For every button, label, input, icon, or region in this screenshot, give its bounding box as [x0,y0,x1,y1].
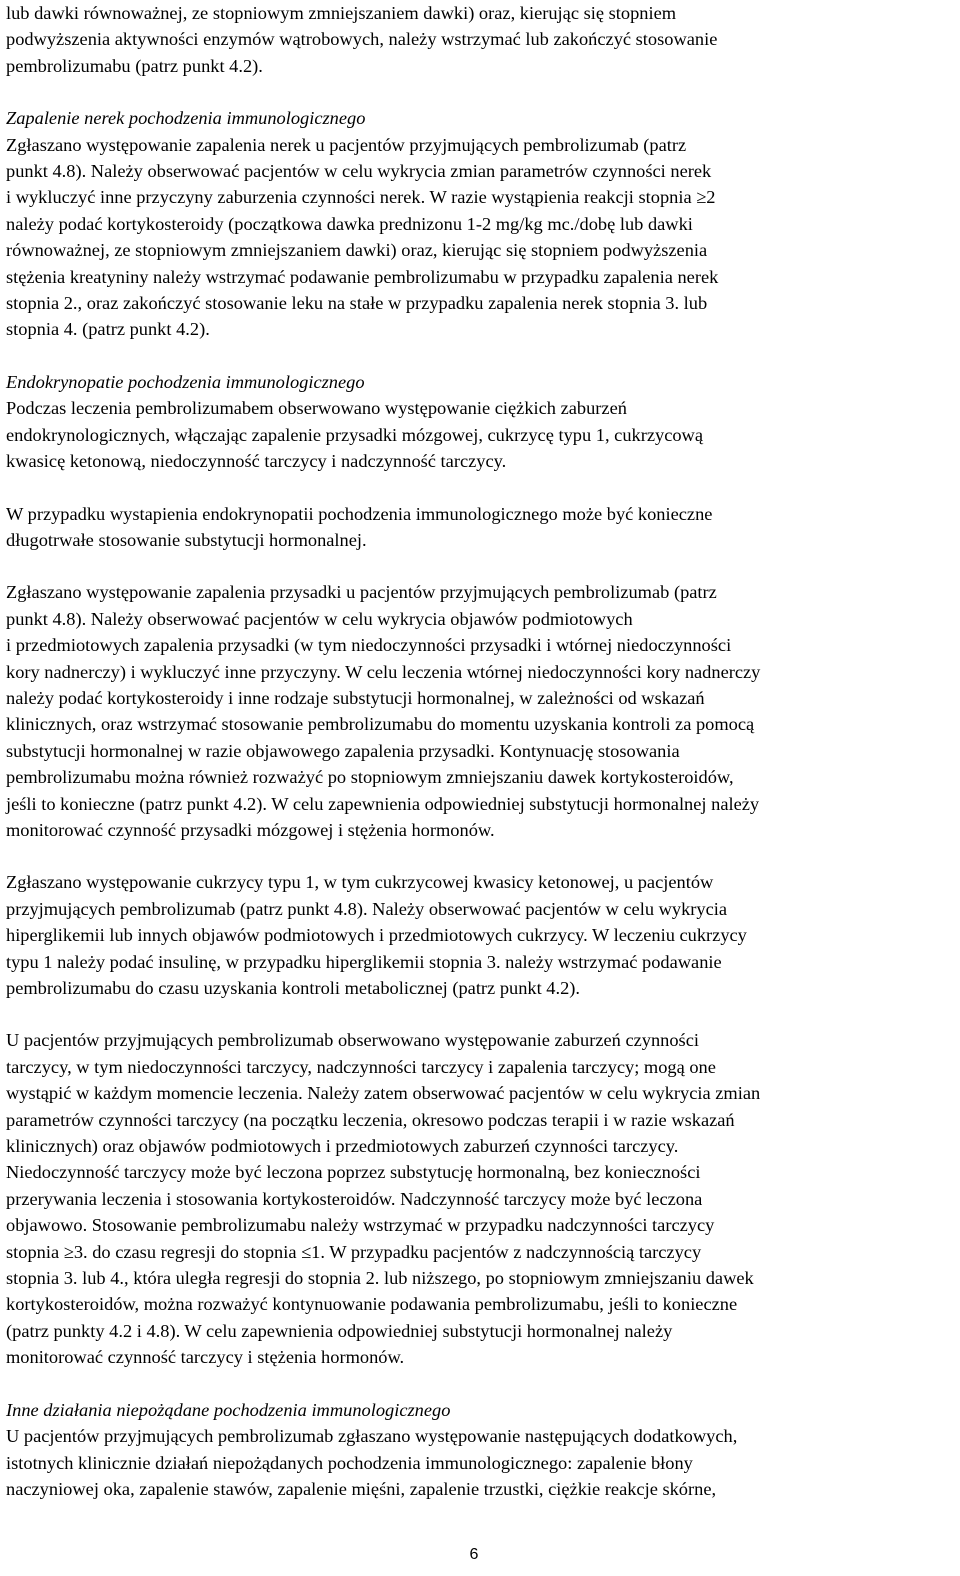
text-line: U pacjentów przyjmujących pembrolizumab zgłaszano występowanie następujących dodatkowych, [6,1426,738,1447]
text-line: substytucji hormonalnej w razie objawowego zapalenia przysadki. Kontynuację stosowania [6,740,680,761]
text-line: pembrolizumabu do czasu uzyskania kontroli metabolicznej (patrz punkt 4.2). [6,978,581,998]
section-heading: Zapalenie nerek pochodzenia immunologicznego [6,108,366,129]
hypophysitis-paragraph [6,579,956,843]
other-reactions-section [6,1397,956,1503]
text-line: pembrolizumabu można również rozważyć po stopniowym zmniejszaniu dawek kortykosteroidów, [6,767,734,788]
hormone-therapy-paragraph [6,501,956,554]
text-line: klinicznych) oraz objawów podmiotowych i przedmiotowych zaburzeń czynności tarczycy. [6,1136,679,1157]
text-line: i wykluczyć inne przyczyny zaburzenia czynności nerek. W razie wystąpienia reakcji stopnia ≥2 [6,187,716,208]
text-line: stopnia 4. (patrz punkt 4.2). [6,319,210,340]
text-line: punkt 4.8). Należy obserwować pacjentów w celu wykrycia zmian parametrów czynności nerek [6,161,712,182]
text-line: równoważnej, ze stopniowym zmniejszaniem dawki) oraz, kierując się stopniem podwyższenia [6,240,708,261]
text-line: kory nadnerczy) i wykluczyć inne przyczyny. W celu leczenia wtórnej niedoczynności kory nadnerczy [6,661,761,682]
text-line: kortykosteroidów, można rozważyć kontynuowanie podawania pembrolizumabu, jeśli to konieczne [6,1294,738,1315]
text-line: kwasicę ketonową, niedoczynność tarczycy i nadczynność tarczycy. [6,451,507,472]
text-line: przyjmujących pembrolizumab (patrz punkt 4.8). Należy obserwować pacjentów w celu wykrycia [6,898,728,919]
text-line: (patrz punkty 4.2 i 4.8). W celu zapewnienia odpowiedniej substytucji hormonalnej należy [6,1320,673,1341]
text-line: U pacjentów przyjmujących pembrolizumab obserwowano występowanie zaburzeń czynności [6,1030,699,1051]
text-line: stopnia 3. lub 4., która uległa regresji do stopnia 2. lub niższego, po stopniowym zmniejszaniu dawek [6,1268,754,1289]
text-line: klinicznych, oraz wstrzymać stosowanie pembrolizumabu do momentu uzyskania kontroli za pomocą [6,714,755,735]
section-heading: Inne działania niepożądane pochodzenia immunologicznego [6,1399,451,1420]
text-line: naczyniowej oka, zapalenie stawów, zapalenie mięśni, zapalenie trzustki, ciężkie reakcje skórne, [6,1478,717,1499]
document-page [6,0,956,1502]
endocrinopathies-section [6,369,956,475]
text-line: tarczycy, w tym niedoczynności tarczycy, nadczynności tarczycy i zapalenia tarczycy; mogą one [6,1056,716,1077]
text-line: monitorować czynność tarczycy i stężenia hormonów. [6,1347,405,1368]
text-line: lub dawki równoważnej, ze stopniowym zmniejszaniem dawki) oraz, kierując się stopniem [6,3,677,23]
text-line: Zgłaszano występowanie zapalenia przysadki u pacjentów przyjmujących pembrolizumab (patrz [6,582,717,603]
text-line: parametrów czynności tarczycy (na początku leczenia, okresowo podczas terapii i w razie wskazań [6,1109,735,1130]
text-line: wystąpić w każdym momencie leczenia. Należy zatem obserwować pacjentów w celu wykrycia zmian [6,1083,761,1104]
text-line: punkt 4.8). Należy obserwować pacjentów w celu wykrycia objawów podmiotowych [6,608,633,629]
text-line: stężenia kreatyniny należy wstrzymać podawanie pembrolizumabu w przypadku zapalenia nerek [6,266,719,287]
text-line: Niedoczynność tarczycy może być leczona poprzez substytucję hormonalną, bez konieczności [6,1162,701,1183]
text-line: W przypadku wystapienia endokrynopatii pochodzenia immunologicznego może być konieczne [6,503,713,524]
text-line: monitorować czynność przysadki mózgowej i stężenia hormonów. [6,819,495,840]
section-heading: Endokrynopatie pochodzenia immunologicznego [6,371,365,392]
text-line: stopnia ≥3. do czasu regresji do stopnia ≤1. W przypadku pacjentów z nadczynnością tarczycy [6,1241,702,1262]
diabetes-paragraph [6,869,956,1001]
text-line: i przedmiotowych zapalenia przysadki (w tym niedoczynności przysadki i wtórnej niedoczynności [6,635,732,656]
thyroid-paragraph [6,1027,956,1370]
text-line: objawowo. Stosowanie pembrolizumabu należy wstrzymać w przypadku nadczynności tarczycy [6,1215,715,1236]
text-line: należy podać kortykosteroidy (początkowa dawka prednizonu 1-2 mg/kg mc./dobę lub dawki [6,213,693,234]
nephritis-section [6,105,956,343]
text-line: istotnych klinicznie działań niepożądanych pochodzenia immunologicznego: zapalenie błony [6,1452,693,1473]
text-line: jeśli to konieczne (patrz punkt 4.2). W celu zapewnienia odpowiedniej substytucji hormonalnej należy [6,793,760,814]
text-line: podwyższenia aktywności enzymów wątrobowych, należy wstrzymać lub zakończyć stosowanie [6,29,718,50]
text-line: długotrwałe stosowanie substytucji hormonalnej. [6,529,367,550]
intro-paragraph [6,0,956,79]
text-line: pembrolizumabu (patrz punkt 4.2). [6,55,263,76]
text-line: hiperglikemii lub innych objawów podmiotowych i przedmiotowych cukrzycy. W leczeniu cukrzycy [6,925,747,946]
text-line: Zgłaszano występowanie zapalenia nerek u pacjentów przyjmujących pembrolizumab (patrz [6,134,687,155]
text-line: endokrynologicznych, włączając zapalenie przysadki mózgowej, cukrzycę typu 1, cukrzycową [6,424,704,445]
text-line: Zgłaszano występowanie cukrzycy typu 1, w tym cukrzycowej kwasicy ketonowej, u pacjentów [6,872,714,893]
text-line: stopnia 2., oraz zakończyć stosowanie leku na stałe w przypadku zapalenia nerek stopnia 3. lub [6,293,708,314]
text-line: typu 1 należy podać insulinę, w przypadku hiperglikemii stopnia 3. należy wstrzymać podawanie [6,951,722,972]
text-line: Podczas leczenia pembrolizumabem obserwowano występowanie ciężkich zaburzeń [6,398,627,419]
text-line: przerywania leczenia i stosowania kortykosteroidów. Nadczynność tarczycy może być leczona [6,1188,703,1209]
page-number: 6 [469,1546,479,1563]
text-line: należy podać kortykosteroidy i inne rodzaje substytucji hormonalnej, w zależności od wskazań [6,687,705,708]
